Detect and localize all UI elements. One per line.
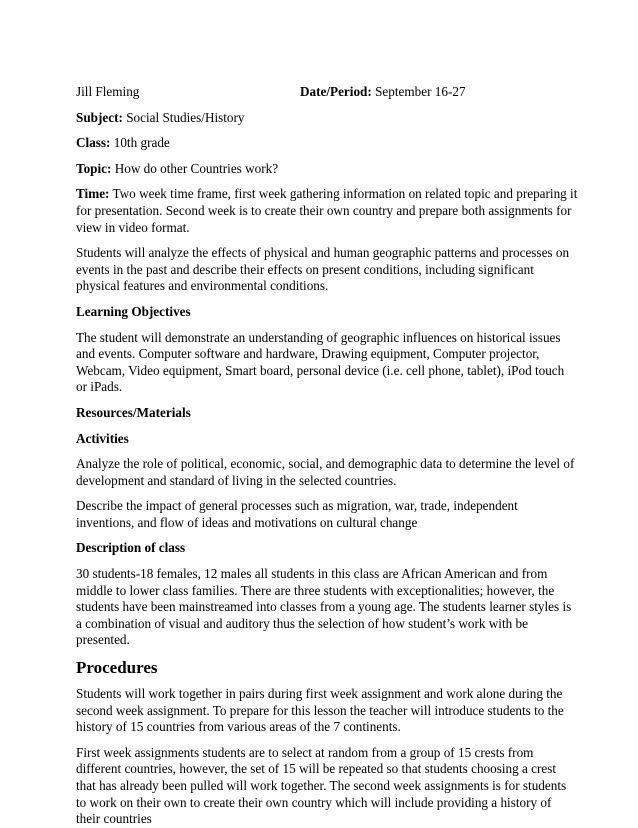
header-row [76,84,578,101]
activity-item: Describe the impact of general processes such as migration, war, trade, independent inventions, and flow of ideas and motivations on cultural change [76,498,518,530]
time-line [76,186,578,236]
time-value: Two week time frame, first week gathering information on related topic and preparing it for presentation. Second week is to create their own country and prepare both assignments for view in video format. [76,186,578,235]
date-value: September 16-27 [375,84,466,99]
class-value: 10th grade [113,135,170,151]
topic-label: Topic: [76,160,112,176]
activities-heading: Activities [76,430,129,446]
subject-value: Social Studies/History [126,109,245,125]
resources-heading: Resources/Materials [76,404,191,420]
subject-line [76,110,578,127]
description-text: 30 students-18 females, 12 males all students in this class are African American and from middle to lower class families. There are three students with exceptionalities; however, the students have been mainstreamed into classes from a young age. The students learner styles is a combination of visual and auditory thus the selection of how student’s work with be presented. [76,566,572,648]
procedures-paragraph: Students will work together in pairs during first week assignment and work alone during the second week assignment. To prepare for this lesson the teacher will introduce students to the history of 15 countries from various areas of the 7 continents. [76,686,564,735]
procedures-heading: Procedures [76,658,158,678]
learning-objectives-text: The student will demonstrate an understanding of geographic influences on historical issues and events. Computer software and hardware, Drawing equipment, Computer projector, Webcam, Video equipment, Smart board, personal device (i.e. cell phone, tablet), iPod touch or iPads. [76,329,565,395]
date-label: Date/Period: [300,84,372,99]
subject-label: Subject: [76,109,123,125]
intro-paragraph: Students will analyze the effects of physical and human geographic patterns and processes on events in the past and describe their effects on present conditions, including significant physical features and environmental conditions. [76,245,570,294]
description-heading: Description of class [76,540,186,556]
activity-item: Analyze the role of political, economic, social, and demographic data to determine the level of development and standard of living in the selected countries. [76,456,575,488]
date-period [300,84,466,101]
topic-value: How do other Countries work? [114,160,279,176]
learning-objectives-heading: Learning Objectives [76,303,191,319]
procedures-paragraph: First week assignments students are to select at random from a group of 15 crests from different countries, however, the set of 15 will be repeated so that students choosing a crest that has already been pulled will work together. The second week assignments is for students to work on their own to create their own country which will include providing a history of their countries [76,744,567,827]
class-line [76,135,578,152]
teacher-name: Jill Fleming [76,84,140,99]
topic-line [76,161,578,178]
class-label: Class: [76,135,111,151]
time-label: Time: [76,186,110,202]
